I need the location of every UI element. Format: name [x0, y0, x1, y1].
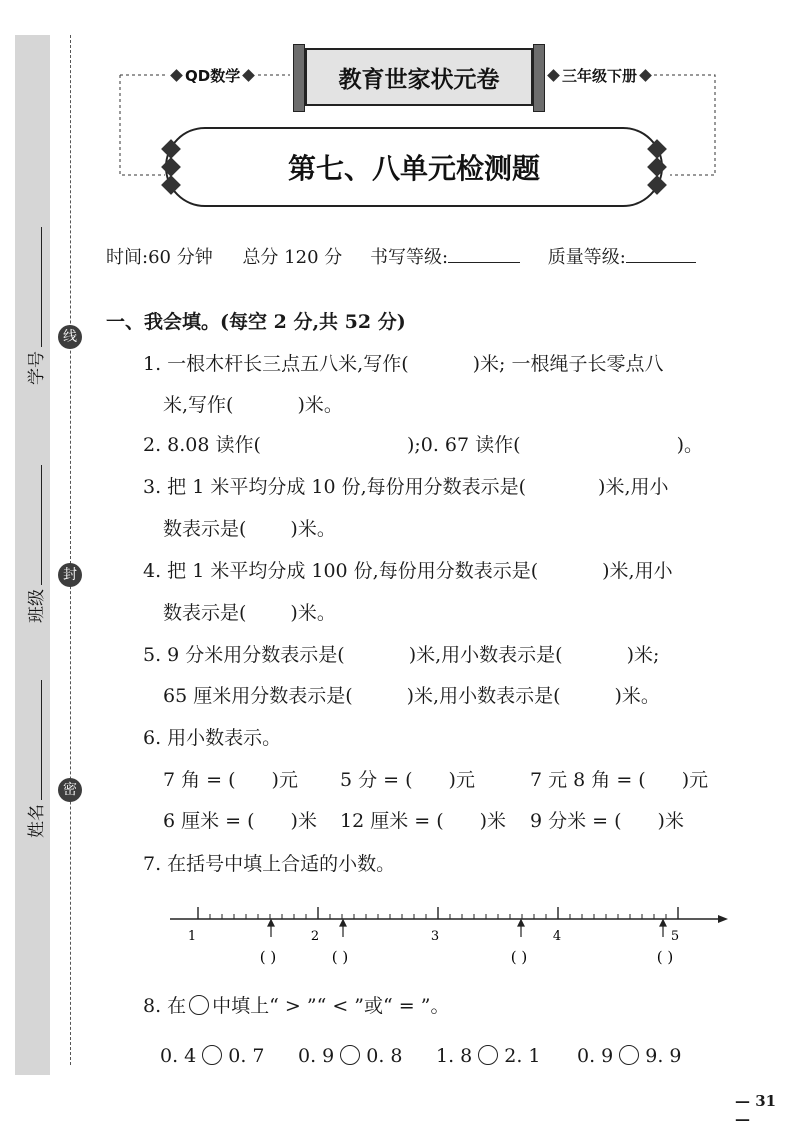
page-title: 第七、八单元检测题	[287, 152, 540, 185]
q3-text: )米,用小	[598, 476, 669, 498]
section-heading: 一、我会填。(每空 2 分,共 52 分)	[106, 311, 406, 333]
compare-left: 0. 9	[577, 1045, 614, 1067]
question-5	[143, 640, 659, 667]
diamond-icon	[639, 69, 652, 82]
q6-text: )元	[681, 769, 709, 791]
question-8	[143, 991, 449, 1018]
compare-right: 0. 7	[228, 1045, 265, 1067]
q6-text: 12 厘米 = (	[340, 810, 444, 832]
q6-item-4	[163, 806, 317, 833]
q6-item-6	[530, 806, 684, 833]
nl-label-2: 2	[310, 929, 320, 944]
q6-item-3	[530, 765, 708, 792]
nl-label-1: 1	[187, 929, 197, 944]
seal-xian: 线	[58, 325, 82, 349]
student-no-label: 学号	[27, 351, 47, 385]
banner-scroll	[305, 48, 533, 106]
diamond-icon	[547, 69, 560, 82]
seal-mi: 密	[58, 778, 82, 802]
q6-text: 7 角 = (	[163, 769, 236, 791]
q6-text: )米	[657, 810, 684, 832]
q6-text: 7 元 8 角 = (	[530, 769, 646, 791]
q6-item-1	[163, 765, 298, 792]
compare-circle[interactable]	[478, 1045, 498, 1065]
compare-right: 9. 9	[645, 1045, 682, 1067]
q5-text: )米,用小数表示是(	[408, 644, 563, 666]
q1-text: 1. 一根木杆长三点五八米,写作(	[143, 353, 409, 375]
compare-circle[interactable]	[202, 1045, 222, 1065]
q8-text: 8. 在	[143, 995, 187, 1017]
q4-text: 数表示是(	[163, 602, 247, 624]
q6-text: )米	[479, 810, 507, 832]
diamond-icon	[242, 69, 255, 82]
q6-text: )元	[448, 769, 475, 791]
compare-left: 0. 9	[298, 1045, 335, 1067]
nl-label-5: 5	[670, 929, 680, 944]
diamond-icon	[170, 69, 183, 82]
name-field[interactable]	[22, 680, 47, 838]
q5-text: )米,用小数表示是(	[406, 685, 561, 707]
arrow-icon	[268, 920, 666, 937]
quality-grade-field[interactable]	[626, 244, 696, 263]
subject-tag	[168, 65, 257, 86]
nl-answer-blank[interactable]: ( )	[259, 948, 277, 966]
q2-text: 2. 8.08 读作(	[143, 434, 261, 456]
compare-left: 0. 4	[160, 1045, 197, 1067]
q6-text: )元	[271, 769, 298, 791]
q6-text: 5 分 = (	[340, 769, 413, 791]
question-4	[143, 556, 673, 583]
q3-text: 3. 把 1 米平均分成 10 份,每份用分数表示是(	[143, 476, 527, 498]
class-label: 班级	[27, 589, 47, 623]
writing-grade-label: 书写等级:	[369, 247, 449, 268]
total-score: 总分 120 分	[242, 247, 343, 268]
q3-text: )米。	[290, 518, 336, 540]
question-5-cont	[163, 681, 660, 708]
q5-text: 65 厘米用分数表示是(	[163, 685, 353, 707]
nl-answer-blank[interactable]: ( )	[656, 948, 674, 966]
q3-text: 数表示是(	[163, 518, 247, 540]
title-box	[165, 127, 663, 207]
q4-text: )米。	[290, 602, 336, 624]
q4-text: 4. 把 1 米平均分成 100 份,每份用分数表示是(	[143, 560, 539, 582]
q6-text: )米	[290, 810, 317, 832]
question-1-cont	[163, 390, 343, 417]
question-1	[143, 349, 663, 376]
compare-item-4	[577, 1045, 682, 1067]
q6-item-2	[340, 765, 475, 792]
compare-circle[interactable]	[619, 1045, 639, 1065]
compare-right: 2. 1	[504, 1045, 541, 1067]
page-number: — 31 —	[735, 1092, 777, 1128]
number-line	[165, 895, 730, 970]
q5-text: )米。	[614, 685, 660, 707]
question-3	[143, 472, 669, 499]
nl-answer-blank[interactable]: ( )	[510, 948, 528, 966]
q1-text: )米。	[297, 394, 343, 416]
writing-grade-field[interactable]	[448, 244, 520, 263]
seal-feng: 封	[58, 563, 82, 587]
class-field[interactable]	[22, 465, 47, 623]
quality-grade-label: 质量等级:	[547, 247, 626, 268]
name-label: 姓名	[27, 804, 47, 838]
nl-label-3: 3	[430, 929, 440, 944]
info-line	[106, 243, 696, 269]
subject-tag-label: QD数学	[185, 67, 241, 85]
compare-right: 0. 8	[366, 1045, 403, 1067]
q6-text: 6 厘米 = (	[163, 810, 255, 832]
time-info: 时间:60 分钟	[106, 247, 213, 268]
compare-left: 1. 8	[436, 1045, 473, 1067]
q2-text: )。	[676, 434, 703, 456]
question-2	[143, 430, 703, 457]
q1-text: 米,写作(	[163, 394, 234, 416]
q1-text: )米; 一根绳子长零点八	[472, 353, 664, 375]
nl-answer-blank[interactable]: ( )	[331, 948, 349, 966]
grade-tag-label: 三年级下册	[562, 67, 638, 85]
compare-item-2	[298, 1045, 403, 1067]
question-7: 7. 在括号中填上合适的小数。	[143, 853, 396, 875]
q6-text: 9 分米 = (	[530, 810, 622, 832]
grade-tag	[545, 65, 654, 86]
q8-text: 中填上“ > ”“ < ”或“ = ”。	[212, 995, 450, 1017]
q2-text: );0. 67 读作(	[406, 434, 521, 456]
question-4-cont	[163, 598, 336, 625]
q4-text: )米,用小	[602, 560, 673, 582]
compare-item-3	[436, 1045, 541, 1067]
banner-title: 教育世家状元卷	[338, 66, 500, 93]
student-no-field[interactable]	[22, 227, 47, 385]
compare-circle[interactable]	[340, 1045, 360, 1065]
q6-item-5	[340, 806, 506, 833]
binding-dashed-line	[70, 35, 71, 1065]
question-6: 6. 用小数表示。	[143, 727, 282, 749]
compare-item-1	[160, 1045, 265, 1067]
nl-label-4: 4	[552, 929, 562, 944]
q5-text: )米;	[626, 644, 660, 666]
question-3-cont	[163, 514, 336, 541]
q5-text: 5. 9 分米用分数表示是(	[143, 644, 345, 666]
circle-icon	[189, 995, 209, 1015]
